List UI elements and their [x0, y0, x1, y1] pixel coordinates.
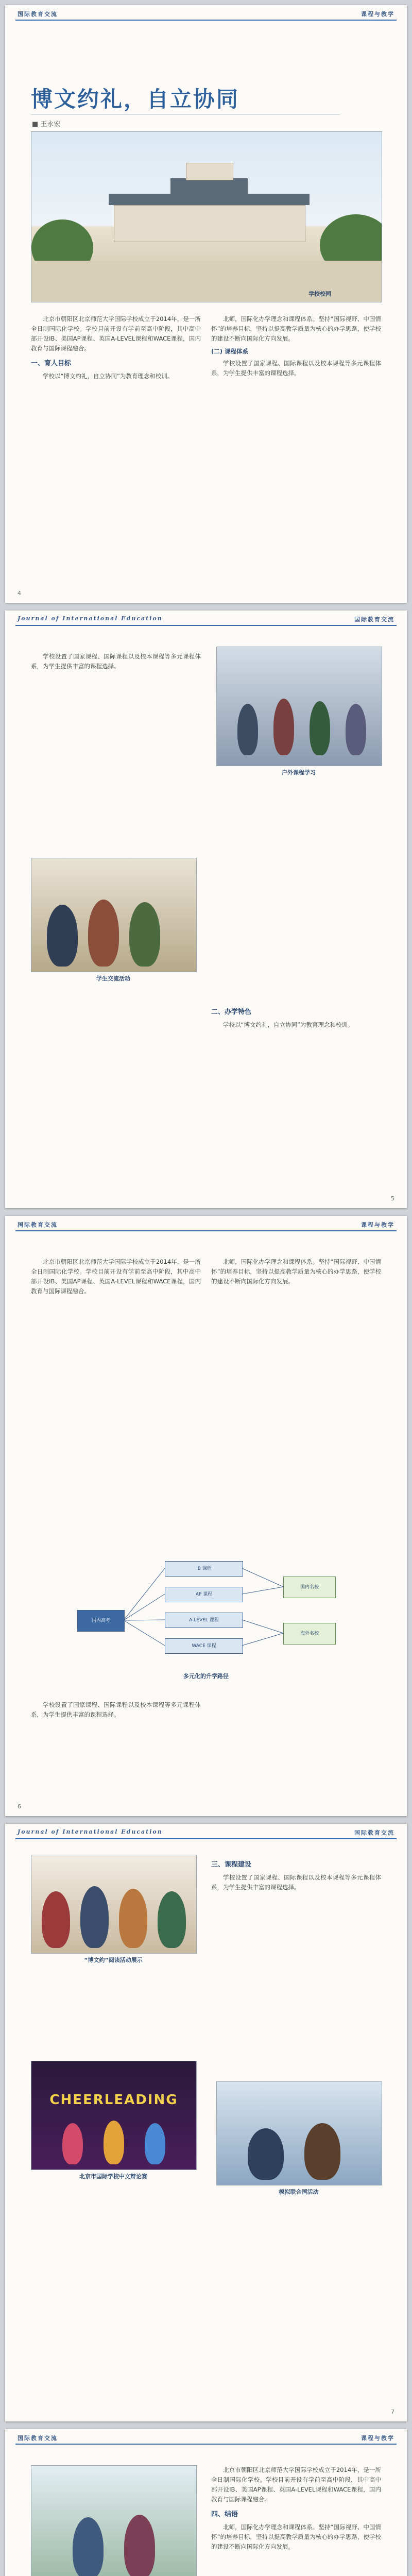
paragraph: 学校以“博文约礼，自立协同”为教育理念和校训。: [43, 372, 174, 380]
page-4: [5, 1824, 407, 2421]
reading-activity-caption: “博文约”阅读活动展示: [84, 1957, 143, 1963]
page-number: 4: [18, 590, 21, 597]
paragraph: 学校设置了国家课程、国际课程以及校本课程等多元课程体系，为学生提供丰富的课程选择。: [211, 360, 381, 377]
outdoor-photo: [216, 647, 382, 766]
section-heading: 二、办学特色: [211, 1008, 252, 1016]
page-header: [5, 5, 407, 23]
section-heading: 三、课程建设: [211, 1861, 252, 1869]
header-section-tag: 国际教育交流: [18, 1222, 58, 1228]
page-3: [5, 1216, 407, 1816]
student-activity-photo: [31, 858, 197, 972]
diagram-node: IB 课程: [165, 1561, 243, 1577]
column-right: [211, 1855, 381, 1894]
diagram-node: A-LEVEL 课程: [165, 1613, 243, 1628]
page-header: [5, 611, 407, 628]
header-column-tag: 课程与教学: [361, 1222, 394, 1228]
page-header: [5, 2429, 407, 2447]
page-header: [5, 1824, 407, 1841]
debate-stage-photo: [31, 2061, 197, 2170]
diagram-caption: 多元化的升学路径: [183, 1673, 229, 1680]
header-column-tag: 课程与教学: [361, 11, 394, 18]
paragraph: 学校以“博文约礼，自立协同”为教育理念和校训。: [223, 1021, 354, 1028]
paragraph: 北师，国际化办学理念和课程体系。坚持“国际视野、中国情怀”的培养目标，坚持以提高教学质量为核心的办学思路，使学校的建设不断向国际化方向发展。: [211, 315, 381, 342]
header-section-tag: 国际教育交流: [354, 1829, 394, 1836]
diagram-connectors: [77, 1556, 335, 1685]
paragraph: 学校设置了国家课程、国际课程以及校本课程等多元课程体系，为学生提供丰富的课程选择。: [31, 653, 201, 670]
page-1: [5, 5, 407, 603]
campus-study-photo: [31, 2465, 197, 2576]
column-left: [31, 652, 201, 673]
page-number: 6: [18, 1803, 21, 1810]
pathway-diagram: [77, 1556, 335, 1685]
outdoor-photo-caption: 户外课程学习: [282, 769, 316, 776]
paragraph: 北京市朝阳区北京师范大学国际学校成立于2014年，是一所全日制国际化学校。学校目前开设有学前至高中阶段，其中高中部开设IB、美国AP课程、英国A-LEVEL课程和WACE课程，国内教育与国际课程融合。: [31, 315, 201, 352]
section-heading: 四、结语: [211, 2511, 238, 2518]
mun-photo: [216, 2081, 382, 2185]
header-section-tag: 国际教育交流: [18, 2435, 58, 2442]
paragraph: 学校设置了国家课程、国际课程以及校本课程等多元课程体系，为学生提供丰富的课程选择。: [31, 1701, 201, 1718]
article-title: 博文约礼，自立协同: [31, 87, 240, 112]
header-column-tag: 课程与教学: [361, 2435, 394, 2442]
column-right: [211, 2465, 381, 2554]
campus-photo: [31, 131, 382, 302]
page-5: [5, 2429, 407, 2576]
reading-activity-photo: [31, 1855, 197, 1954]
journal-name: Journal of International Education: [18, 1828, 163, 1835]
column-left: [31, 1257, 201, 1298]
paragraph: 学校设置了国家课程、国际课程以及校本课程等多元课程体系，为学生提供丰富的课程选择。: [211, 1874, 381, 1891]
column-left: [31, 314, 201, 383]
page-header: [5, 1216, 407, 1233]
student-activity-caption: 学生交流活动: [96, 975, 130, 982]
diagram-node: 国内高考: [77, 1610, 125, 1632]
header-section-tag: 国际教育交流: [354, 616, 394, 623]
page-number: 5: [391, 1195, 394, 1202]
column-left-lower: [31, 1700, 201, 1722]
mun-caption: 模拟联合国活动: [279, 2189, 319, 2195]
paragraph: 北师，国际化办学理念和课程体系。坚持“国际视野、中国情怀”的培养目标，坚持以提高教学质量为核心的办学思路，使学校的建设不断向国际化方向发展。: [211, 2523, 381, 2550]
article-author: ■ 王永宏: [32, 121, 61, 128]
column-right: [211, 1257, 381, 1289]
diagram-node: AP 课程: [165, 1587, 243, 1602]
diagram-node: WACE 课程: [165, 1638, 243, 1654]
column-right: [211, 1002, 381, 1032]
paragraph: 北京市朝阳区北京师范大学国际学校成立于2014年，是一所全日制国际化学校。学校目前开设有学前至高中阶段，其中高中部开设IB、美国AP课程、英国A-LEVEL课程和WACE课程，国内教育与国际课程融合。: [211, 2466, 381, 2503]
stage-banner: CHEERLEADING: [49, 2092, 178, 2108]
paragraph: 北京市朝阳区北京师范大学国际学校成立于2014年，是一所全日制国际化学校。学校目前开设有学前至高中阶段，其中高中部开设IB、美国AP课程、英国A-LEVEL课程和WACE课程，国内教育与国际课程融合。: [31, 1258, 201, 1295]
header-section-tag: 国际教育交流: [18, 11, 58, 18]
page-2: [5, 611, 407, 1208]
campus-photo-caption: 学校校园: [308, 291, 331, 297]
page-number: 7: [391, 2409, 394, 2415]
paragraph: 北师，国际化办学理念和课程体系。坚持“国际视野、中国情怀”的培养目标，坚持以提高教学质量为核心的办学思路，使学校的建设不断向国际化方向发展。: [211, 1258, 381, 1285]
diagram-node: 海外名校: [283, 1623, 336, 1645]
journal-name: Journal of International Education: [18, 615, 163, 622]
diagram-node: 国内名校: [283, 1577, 336, 1598]
section-heading: 一、育人目标: [31, 360, 72, 367]
subheading: (二) 课程体系: [211, 348, 249, 355]
column-right: [211, 314, 381, 380]
debate-caption: 北京市国际学校中文辩论赛: [79, 2173, 147, 2180]
